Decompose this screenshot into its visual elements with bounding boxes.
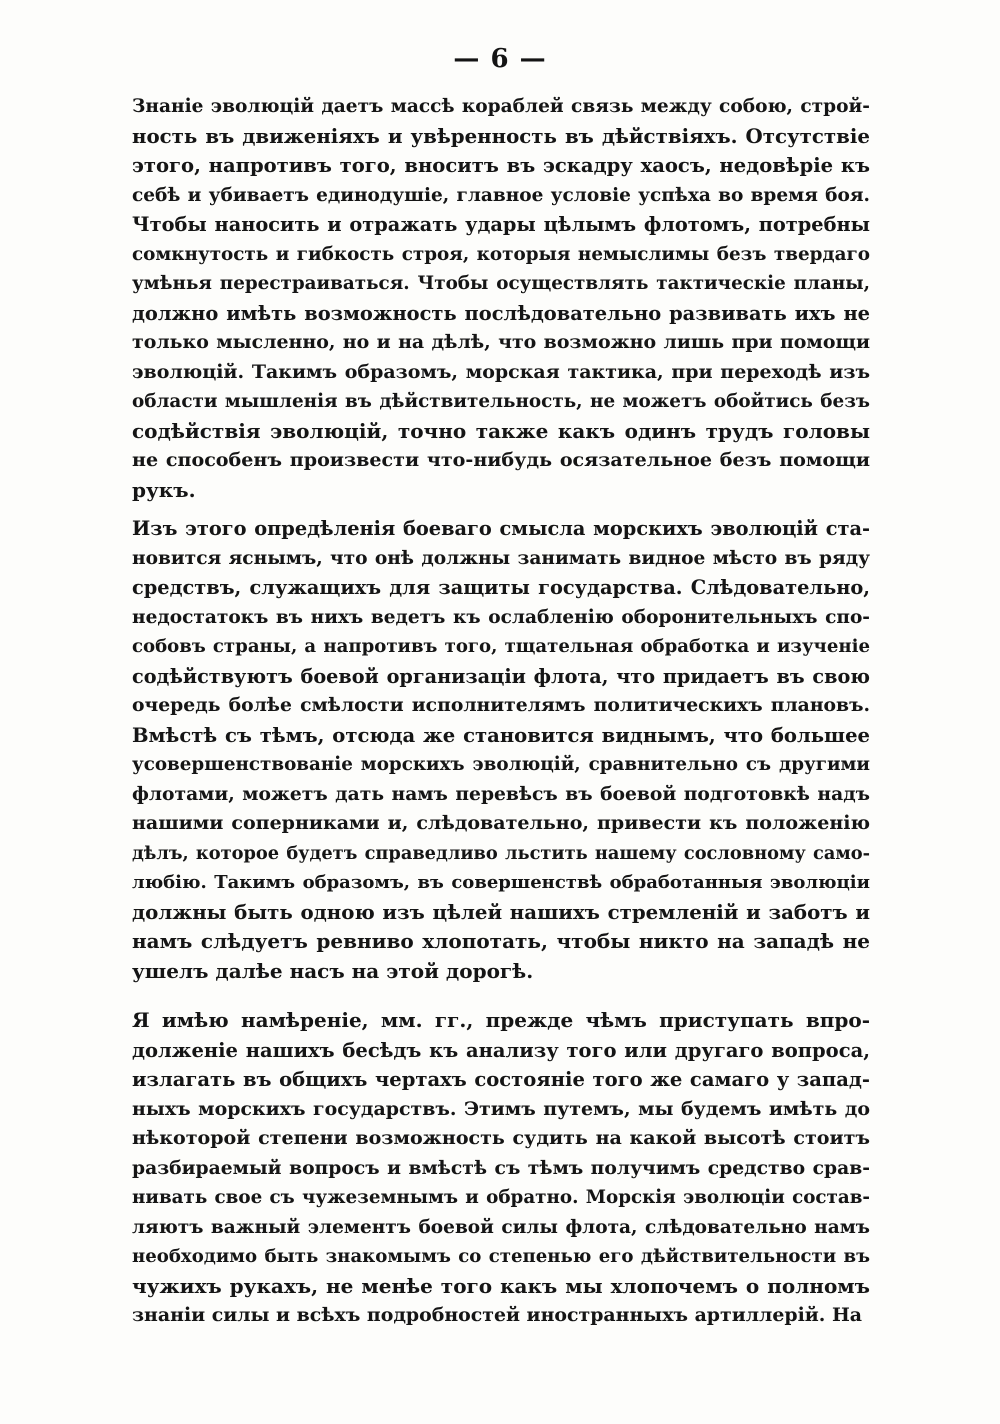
text-line: себѣ и убиваетъ единодушіе, главное условіе успѣха во время боя. xyxy=(132,184,870,206)
text-line: дѣлъ, которое будетъ справедливо льстить нашему сословному само- xyxy=(132,842,870,864)
text-line: любію. Такимъ образомъ, въ совершенствѣ обработанныя эволюціи xyxy=(132,872,870,893)
text-line: этого, напротивъ того, вноситъ въ эскадру хаосъ, недовѣріе къ xyxy=(132,154,870,177)
text-line: должно имѣть возможность послѣдовательно развивать ихъ не xyxy=(132,301,870,325)
text-line: содѣйствуютъ боевой организаціи флота, что придаетъ въ свою xyxy=(132,664,870,688)
text-line: долженіе нашихъ бесѣдъ къ анализу того или другаго вопроса, xyxy=(132,1038,870,1062)
text-line: только мысленно, но и на дѣлѣ, что возможно лишь при помощи xyxy=(132,331,870,353)
text-line: флотами, можетъ дать намъ перевѣсъ въ боевой подготовкѣ надъ xyxy=(132,782,870,805)
text-line: ность въ движеніяхъ и увѣренность въ дѣйствіяхъ. Отсутствіе xyxy=(132,123,870,148)
text-line: Чтобы наносить и отражать удары цѣлымъ флотомъ, потребны xyxy=(132,213,870,236)
text-line: умѣнья перестраиваться. Чтобы осуществлять тактическіе планы, xyxy=(132,273,870,294)
text-line: ныхъ морскихъ государствъ. Этимъ путемъ, мы будемъ имѣть до xyxy=(132,1097,870,1120)
text-line: намъ слѣдуетъ ревниво хлопотать, чтобы никто на западѣ не xyxy=(132,929,870,953)
paragraph-1 xyxy=(132,92,870,505)
text-line: эволюцій. Такимъ образомъ, морская тактика, при переходѣ изъ xyxy=(132,360,870,383)
text-line: средствъ, служащихъ для защиты государства. Слѣдовательно, xyxy=(132,576,870,599)
page-number: — 6 — xyxy=(453,44,547,74)
text-line: излагать въ общихъ чертахъ состояніе того же самаго у запад- xyxy=(132,1068,870,1091)
text-line: разбираемый вопросъ и вмѣстѣ съ тѣмъ получимъ средство срав- xyxy=(132,1156,870,1179)
text-line: рукъ. xyxy=(132,477,196,502)
text-line: собовъ страны, а напротивъ того, тщательная обработка и изученіе xyxy=(132,636,870,657)
text-line: Я имѣю намѣреніе, мм. гг., прежде чѣмъ приступать впро- xyxy=(132,1008,870,1032)
text-line: Знаніе эволюцій даетъ массѣ кораблей связь между собою, строй- xyxy=(132,96,870,117)
text-line: ляютъ важный элементъ боевой силы флота, слѣдовательно намъ xyxy=(132,1216,870,1238)
text-line: нивать свое съ чужеземнымъ и обратно. Морскія эволюціи состав- xyxy=(132,1187,870,1208)
text-line: содѣйствія эволюцій, точно также какъ одинъ трудъ головы xyxy=(132,418,870,443)
text-line: знаніи силы и всѣхъ подробностей иностранныхъ артиллерій. На xyxy=(132,1304,863,1326)
text-line: не способенъ произвести что-нибудь осязательное безъ помощи xyxy=(132,449,870,471)
text-line: нѣкоторой степени возможность судить на какой высотѣ стоитъ xyxy=(132,1127,870,1149)
text-line: области мышленія въ дѣйствительность, не можетъ обойтись безъ xyxy=(132,391,870,412)
paragraph-3 xyxy=(132,1006,870,1331)
text-line: Изъ этого опредѣленія боеваго смысла морскихъ эволюцій ста- xyxy=(132,517,870,540)
text-line: очередь болѣе смѣлости исполнителямъ политическихъ плановъ. xyxy=(132,694,870,716)
text-line: чужихъ рукахъ, не менѣе того какъ мы хлопочемъ о полномъ xyxy=(132,1273,870,1298)
text-line: усовершенствованіе морскихъ эволюцій, сравнительно съ другими xyxy=(132,754,870,775)
text-line: недостатокъ въ нихъ ведетъ къ ослабленію оборонительныхъ спо- xyxy=(132,606,870,628)
text-line: новится яснымъ, что онѣ должны занимать видное мѣсто въ ряду xyxy=(132,547,870,569)
paragraph-2 xyxy=(132,514,870,986)
text-line: должны быть одною изъ цѣлей нашихъ стремленій и заботъ и xyxy=(132,899,870,924)
text-line: необходимо быть знакомымъ со степенью его дѣйствительности въ xyxy=(132,1246,870,1267)
text-line: сомкнутость и гибкость строя, которыя немыслимы безъ твердаго xyxy=(132,243,870,265)
text-line: ушелъ далѣе насъ на этой дорогѣ. xyxy=(132,958,534,983)
text-line: Вмѣстѣ съ тѣмъ, отсюда же становится виднымъ, что большее xyxy=(132,723,870,747)
text-line: нашими соперниками и, слѣдовательно, привести къ положенію xyxy=(132,812,870,834)
